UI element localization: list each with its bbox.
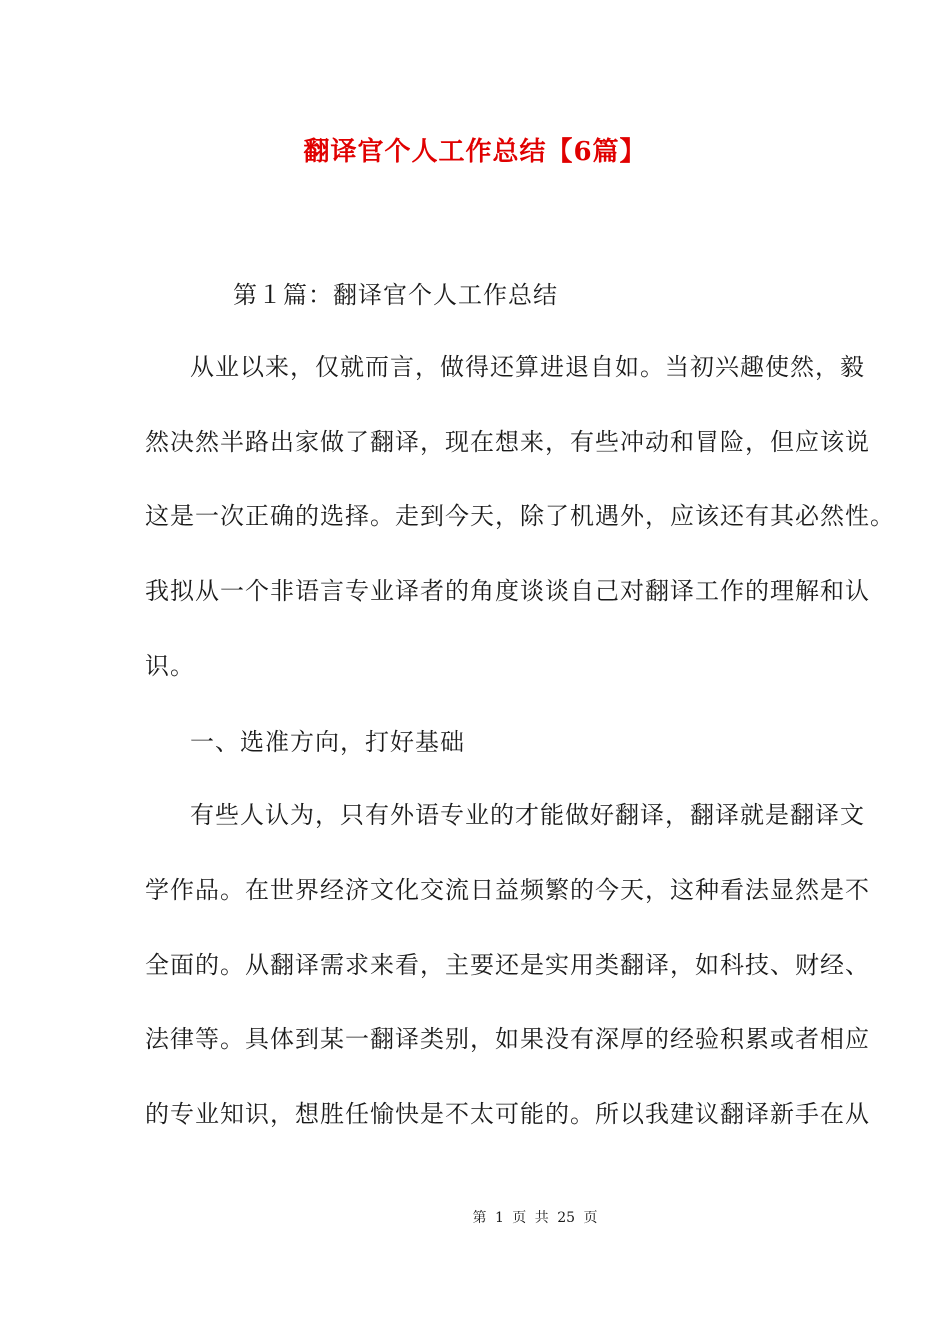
paragraph-line: 从业以来，仅就而言，做得还算进退自如。当初兴趣使然，毅 [190, 353, 865, 381]
paragraph-line: 有些人认为，只有外语专业的才能做好翻译，翻译就是翻译文 [190, 801, 865, 829]
document-title: 翻译官个人工作总结【6篇】 [303, 137, 647, 167]
paragraph-line: 学作品。在世界经济文化交流日益频繁的今天，这种看法显然是不 [145, 876, 870, 904]
section-heading: 第１篇：翻译官个人工作总结 [233, 281, 558, 309]
subheading: 一、选准方向，打好基础 [190, 728, 465, 756]
paragraph-line: 识。 [145, 652, 195, 680]
paragraph-line: 然决然半路出家做了翻译，现在想来，有些冲动和冒险，但应该说 [145, 428, 870, 456]
paragraph-line: 法律等。具体到某一翻译类别，如果没有深厚的经验积累或者相应 [145, 1025, 870, 1053]
paragraph-line: 全面的。从翻译需求来看，主要还是实用类翻译，如科技、财经、 [145, 951, 870, 979]
paragraph-line: 的专业知识，想胜任愉快是不太可能的。所以我建议翻译新手在从 [145, 1100, 870, 1128]
paragraph-line: 这是一次正确的选择。走到今天，除了机遇外，应该还有其必然性。 [145, 502, 895, 530]
page-number-footer: 第 1 页 共 25 页 [472, 1210, 598, 1226]
paragraph-line: 我拟从一个非语言专业译者的角度谈谈自己对翻译工作的理解和认 [145, 577, 870, 605]
